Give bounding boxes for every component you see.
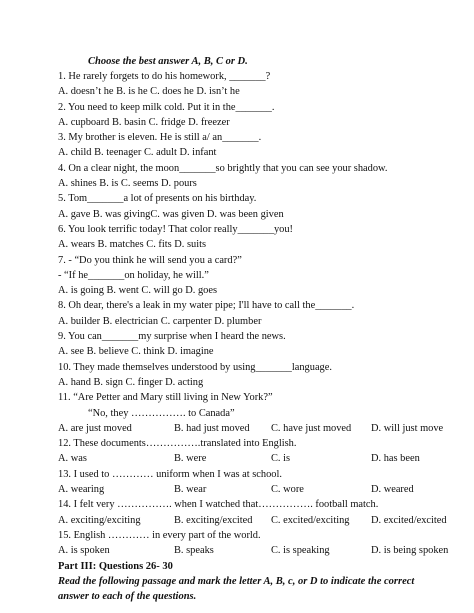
option-a: A. was: [58, 453, 87, 465]
option-d: D. has been: [371, 453, 420, 465]
question-3: 3. My brother is eleven. He is still a/ an_______.: [58, 132, 262, 144]
exercise-heading: Choose the best answer A, B, C or D.: [88, 56, 248, 67]
question-12-options: [58, 451, 450, 466]
option-d: D. excited/excited: [371, 514, 447, 526]
part-title: Part III: Questions 26- 30: [58, 560, 173, 572]
question-11-reply: “No, they ……………. to Canada”: [88, 407, 235, 419]
question-3-options: A. child B. teenager C. adult D. infant: [58, 147, 217, 159]
question-10: 10. They made themselves understood by using_______language.: [58, 361, 332, 373]
question-2-options: A. cupboard B. basin C. fridge D. freezer: [58, 116, 230, 128]
question-9-options: A. see B. believe C. think D. imagine: [58, 346, 214, 358]
question-7-options: A. is going B. went C. will go D. goes: [58, 285, 218, 297]
question-14-options: [58, 513, 450, 528]
question-12: 12. These documents…………….translated into English.: [58, 438, 297, 450]
option-d: D. is being spoken: [371, 545, 449, 557]
instructions-line-1: Read the following passage and mark the letter A, B, c, or D to indicate the correct: [58, 575, 415, 587]
question-8: 8. Oh dear, there's a leak in my water pipe; I'll have to call the_______.: [58, 300, 355, 312]
question-6-options: A. wears B. matches C. fits D. suits: [58, 239, 207, 251]
option-c: C. wore: [271, 484, 304, 496]
option-c: C. is speaking: [271, 545, 330, 557]
question-15-options: [58, 543, 450, 558]
question-14: 14. I felt very ……………. when I watched that……………. football match.: [58, 499, 379, 511]
option-c: C. have just moved: [271, 422, 352, 434]
question-7-reply: - “If he_______on holiday, he will.”: [58, 269, 209, 281]
option-a: A. exciting/exciting: [58, 514, 141, 526]
option-c: C. is: [271, 453, 291, 465]
question-1-options: A. doesn’t he B. is he C. does he D. isn’t he: [58, 86, 240, 98]
question-13-options: [58, 482, 450, 497]
question-2: 2. You need to keep milk cold. Put it in the_______.: [58, 101, 275, 113]
question-4-options: A. shines B. is C. seems D. pours: [58, 178, 197, 190]
exercise-content: [58, 54, 450, 604]
question-13: 13. I used to ………… uniform when I was at school.: [58, 468, 282, 480]
question-7: 7. - “Do you think he will send you a card?”: [58, 254, 242, 266]
option-d: D. will just move: [371, 422, 444, 434]
option-d: D. weared: [371, 484, 414, 496]
question-10-options: A. hand B. sign C. finger D. acting: [58, 376, 204, 388]
option-b: B. wear: [174, 484, 207, 496]
instructions-line-2: answer to each of the questions.: [58, 590, 197, 602]
question-8-options: A. builder B. electrician C. carpenter D. plumber: [58, 315, 262, 327]
question-11: 11. “Are Petter and Mary still living in New York?”: [58, 392, 273, 404]
option-a: A. are just moved: [58, 422, 132, 434]
question-6: 6. You look terrific today! That color really_______you!: [58, 223, 293, 235]
option-c: C. excited/exciting: [271, 514, 350, 526]
question-5-options: A. gave B. was givingC. was given D. was been given: [58, 208, 284, 220]
question-9: 9. You can_______my surprise when I heard the news.: [58, 331, 286, 343]
question-15: 15. English ………… in every part of the world.: [58, 529, 261, 541]
option-b: B. speaks: [174, 545, 214, 557]
question-5: 5. Tom_______a lot of presents on his birthday.: [58, 193, 257, 205]
option-a: A. is spoken: [58, 545, 110, 557]
question-1: 1. He rarely forgets to do his homework, _______?: [58, 71, 271, 82]
question-11-options: [58, 421, 450, 436]
option-b: B. exciting/excited: [174, 514, 253, 526]
option-b: B. had just moved: [174, 422, 250, 434]
question-4: 4. On a clear night, the moon_______so brightly that you can see your shadow.: [58, 162, 388, 174]
option-a: A. wearing: [58, 484, 105, 496]
option-b: B. were: [174, 453, 207, 465]
